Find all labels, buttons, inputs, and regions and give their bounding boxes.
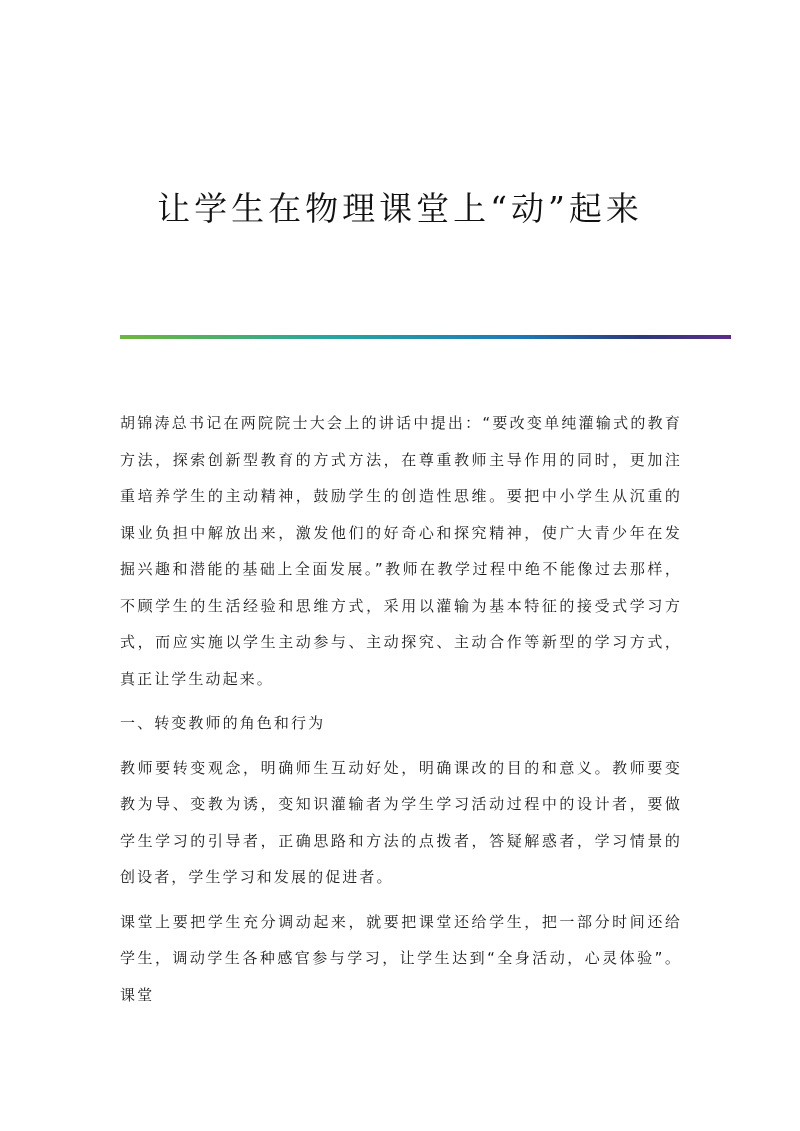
paragraph-classroom: 课堂上要把学生充分调动起来，就要把课堂还给学生，把一部分时间还给学生，调动学生各种感官参与学习，让学生达到“全身活动，心灵体验”。课堂 bbox=[120, 912, 682, 1004]
paragraph-teacher-role: 教师要转变观念，明确师生互动好处，明确课改的目的和意义。教师要变教为导、变教为诱，变知识灌输者为学生学习活动过程中的设计者，要做学生学习的引导者，正确思路和方法的点拨者，答疑解惑者，学习情景的创设者，学生学习和发展的促进者。 bbox=[120, 758, 682, 886]
document-title: 让学生在物理课堂上“动”起来 bbox=[157, 189, 643, 228]
title-divider bbox=[120, 335, 731, 339]
document-body bbox=[120, 405, 682, 1013]
paragraph-intro: 胡锦涛总书记在两院院士大会上的讲话中提出：“要改变单纯灌输式的教育方法，探索创新型教育的方式方法，在尊重教师主导作用的同时，更加注重培养学生的主动精神，鼓励学生的创造性思维。要把中小学生从沉重的课业负担中解放出来，激发他们的好奇心和探究精神，使广大青少年在发掘兴趣和潜能的基础上全面发展。”教师在教学过程中绝不能像过去那样，不顾学生的生活经验和思维方式，采用以灌输为基本特征的接受式学习方式，而应实施以学生主动参与、主动探究、主动合作等新型的学习方式，真正让学生动起来。 bbox=[120, 414, 682, 688]
section-heading-1: 一、转变教师的角色和行为 bbox=[120, 714, 326, 732]
